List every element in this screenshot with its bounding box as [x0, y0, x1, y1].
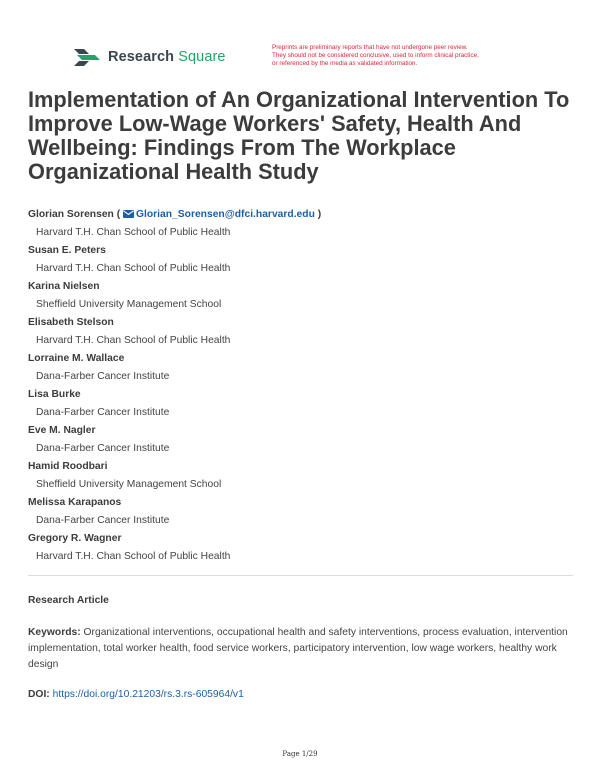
- author-name: Karina Nielsen: [28, 281, 100, 292]
- author-entry: [28, 495, 588, 531]
- author-affiliation: Harvard T.H. Chan School of Public Health: [36, 263, 231, 274]
- author-affiliation: Sheffield University Management School: [36, 479, 222, 490]
- section-divider: [28, 575, 573, 576]
- doi: [28, 689, 244, 700]
- author-email-link[interactable]: [123, 209, 318, 220]
- author-entry: [28, 531, 588, 567]
- keywords: [28, 625, 576, 673]
- doi-label: DOI:: [28, 689, 50, 700]
- author-name: Glorian Sorensen: [28, 209, 114, 220]
- author-affiliation: Dana-Farber Cancer Institute: [36, 515, 170, 526]
- author-name: Elisabeth Stelson: [28, 317, 114, 328]
- preprint-disclaimer: [272, 44, 572, 68]
- author-name: Susan E. Peters: [28, 245, 106, 256]
- author-affiliation: Harvard T.H. Chan School of Public Health: [36, 335, 231, 346]
- disclaimer-line: Preprints are preliminary reports that have not undergone peer review.: [272, 44, 468, 51]
- author-entry: [28, 387, 588, 423]
- author-name: Gregory R. Wagner: [28, 533, 122, 544]
- doi-link[interactable]: https://doi.org/10.21203/rs.3.rs-605964/v1: [52, 689, 244, 700]
- author-name: Lorraine M. Wallace: [28, 353, 125, 364]
- author-affiliation: Harvard T.H. Chan School of Public Health: [36, 551, 231, 562]
- research-square-logo-icon: [74, 47, 100, 67]
- author-entry: [28, 351, 588, 387]
- envelope-icon: [123, 210, 134, 218]
- disclaimer-line: or referenced by the media as validated information.: [272, 60, 418, 67]
- article-type: Research Article: [28, 595, 109, 606]
- author-affiliation: Dana-Farber Cancer Institute: [36, 371, 170, 382]
- author-entry: [28, 315, 588, 351]
- author-entry: [28, 459, 588, 495]
- author-affiliation: Dana-Farber Cancer Institute: [36, 407, 170, 418]
- disclaimer-line: They should not be considered conclusive, used to inform clinical practice,: [272, 52, 479, 59]
- author-affiliation: Sheffield University Management School: [36, 299, 222, 310]
- author-entry: [28, 243, 588, 279]
- header: [74, 44, 594, 74]
- author-name: Melissa Karapanos: [28, 497, 122, 508]
- author-entry: [28, 423, 588, 459]
- paper-title: Implementation of An Organizational Intervention To Improve Low-Wage Workers' Safety, Health And Wellbeing: Findings From The Workplace Organizational Health Study: [28, 87, 570, 184]
- author-entry: Glorian Sorensen ( Glorian_Sorensen@dfci.harvard.edu ) Harvard T.H. Chan School of Public Health: [28, 207, 588, 243]
- research-square-logo[interactable]: [74, 47, 226, 67]
- keywords-label: Keywords:: [28, 627, 81, 638]
- author-affiliation: Dana-Farber Cancer Institute: [36, 443, 170, 454]
- author-email: Glorian_Sorensen@dfci.harvard.edu: [136, 209, 315, 220]
- page-number: Page 1/29: [282, 750, 318, 758]
- author-entry: [28, 279, 588, 315]
- author-affiliation: Harvard T.H. Chan School of Public Health: [36, 227, 231, 238]
- keywords-text: Organizational interventions, occupational health and safety interventions, process evaluation, intervention implementation, total worker health, food service workers, participatory intervention, low wage workers, healthy work design: [28, 627, 568, 670]
- author-name: Lisa Burke: [28, 389, 81, 400]
- logo-wordmark: Research Square: [108, 49, 226, 65]
- author-name: Hamid Roodbari: [28, 461, 108, 472]
- author-list: [28, 207, 588, 567]
- author-name: Eve M. Nagler: [28, 425, 96, 436]
